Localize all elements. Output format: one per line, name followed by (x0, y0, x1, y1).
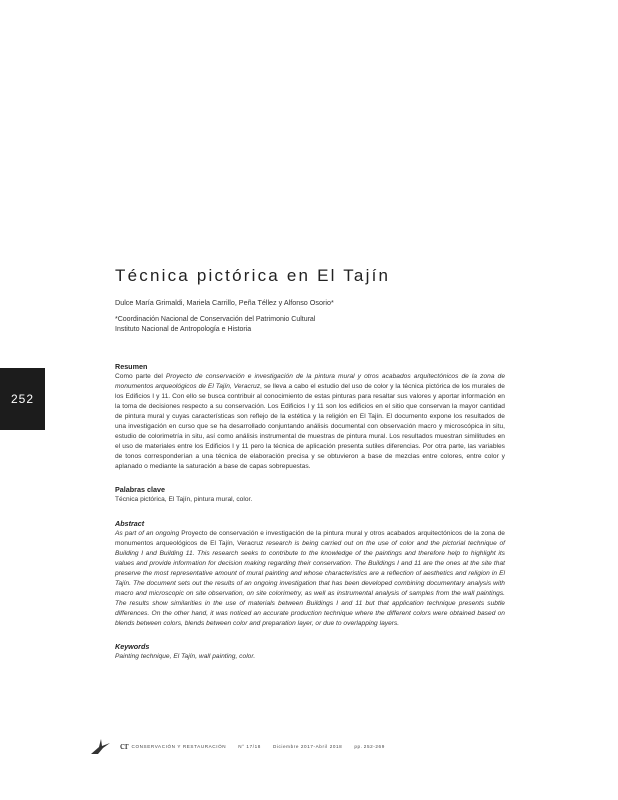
palabras-clave-text: Técnica pictórica, El Tajín, pintura mural, color. (115, 496, 253, 504)
affiliation-line-2: Instituto Nacional de Antropología e Historia (115, 326, 252, 333)
abstract-text-part: As part of an ongoing (115, 529, 182, 537)
authors: Dulce María Grimaldi, Mariela Carrillo, Peña Téllez y Alfonso Osorio* (115, 298, 334, 307)
resumen-text-part: Como parte del (115, 373, 166, 380)
bird-logo-icon (90, 737, 112, 755)
abstract-heading: Abstract (115, 518, 145, 528)
resumen-heading: Resumen (115, 362, 148, 371)
keywords-heading: Keywords (115, 641, 150, 651)
abstract-text (115, 529, 505, 629)
journal-date: Diciembre 2017-Abril 2018 (272, 743, 343, 749)
abstract-text-part: research is being carried out on the use of color and the pictorial technique of Building I and Building 11. This research seeks to contribute to the knowledge of the paintings and therefore help to highlight its values and provide information for decision making regarding their conservation. The Buildings I and 11 are the ones at the site that preserve the most representative amount of mural painting and whose characteristics are a reflection of aesthetics and religion in El Tajín. The document sets out the results of an ongoing investigation that has been developed combining documentary analysis with macro and microscopic on site observation, on site colorimetry, as well as instrumental analysis of samples from the wall paintings. The results show similarities in the use of materials between Buildings I and 11 but that application technique presents subtle differences. On the other hand, it was noticed an accurate production technique where the different colors were obtained based on blends between colors, blends between color and preparation layer, or due to overlapping layers. (115, 539, 505, 627)
palabras-clave-heading: Palabras clave (115, 485, 165, 495)
journal-logo: cr (120, 740, 129, 752)
page-footer (90, 736, 510, 756)
abstract-project-name: Proyecto de conservación e investigación de la pintura mural y otros acabados arquitectónicos de la zona de monumentos arqueológicos de El Tajín, Veracruz (115, 529, 505, 547)
article-body (115, 362, 505, 662)
journal-name: CONSERVACIÓN Y RESTAURACIÓN (131, 743, 227, 749)
journal-issue: N° 17/18 (238, 743, 261, 749)
page-number: 252 (10, 392, 35, 406)
article-title: Técnica pictórica en El Tajín (115, 266, 391, 285)
page-number-tab (0, 368, 45, 430)
keywords-text: Painting technique, El Tajín, wall painting, color. (115, 652, 256, 660)
affiliation (115, 315, 315, 335)
affiliation-line-1: *Coordinación Nacional de Conservación del Patrimonio Cultural (115, 316, 316, 323)
pages-label: pp. (354, 743, 363, 749)
resumen-text (115, 372, 505, 472)
resumen-project-name: Proyecto de conservación e investigación de la pintura mural y otros acabados arquitectónicos de la zona de monumentos arqueológicos de El Tajín, Veracruz (115, 373, 506, 391)
page-range: 252-269 (363, 743, 385, 749)
resumen-text-part: , se lleva a cabo el estudio del uso de color y la técnica pictórica de los murales de los Edificios I y 11. Con ello se busca contribuir al conocimiento de estas pinturas para resaltar sus valores y aportar información en la toma de decisiones respecto a su conservación. Los Edificios I y 11 son los edificios en el sitio que conservan la mayor cantidad de pintura mural y cuyas características son reflejo de la estética y la religión en El Tajín. El documento expone los resultados de una investigación en curso que se ha desarrollado conjuntando análisis documental con observación macro y microscópica in situ, estudio de colorimetría in situ, así como análisis instrumental de muestras de pintura mural. Los resultados muestran similitudes en el uso de materiales entre los Edificios I y 11 pero la técnica de aplicación presenta sutiles diferencias. Por otra parte, las variables de tonos corresponderían a una técnica de elaboración precisa y se obtuvieron a base de mezclas entre colores, entre color y aplanado o mediante la saturación a base de capas sobrepuestas. (115, 383, 505, 471)
